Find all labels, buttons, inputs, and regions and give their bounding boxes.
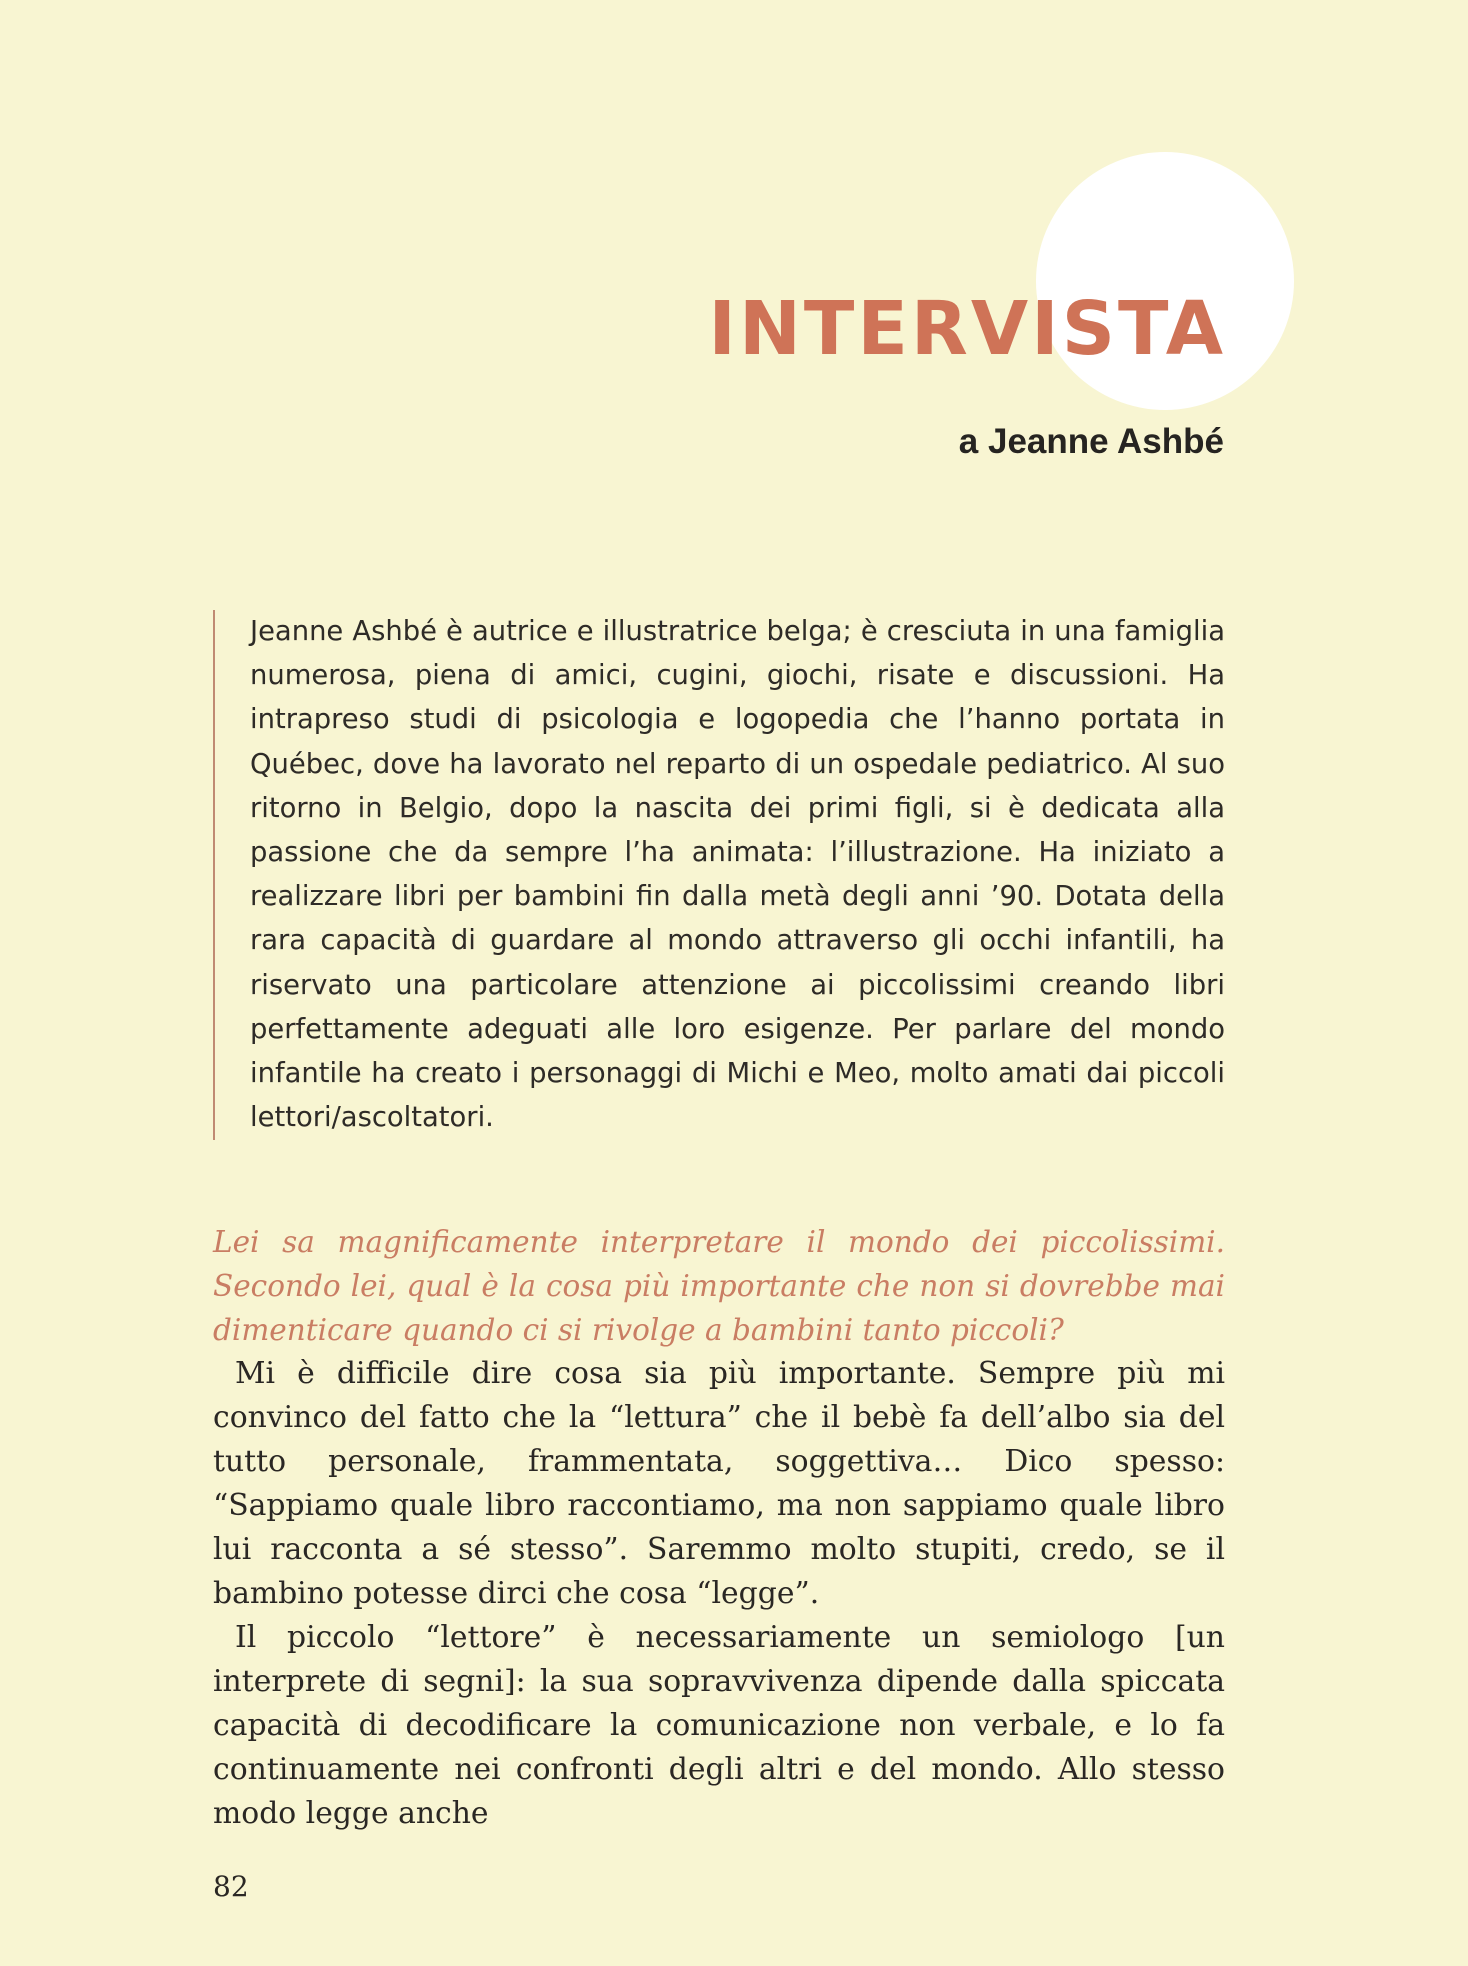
author-bio-text: Jeanne Ashbé è autrice e illustratrice belga; è cresciuta in una famiglia numerosa, piena di amici, cugini, giochi, risate e discussioni. Ha intrapreso studi di psicologia e logopedia che l’hanno portata in Québec, dove ha lavorato nel reparto di un ospedale pediatrico. Al suo ritorno in Belgio, dopo la nascita dei primi figli, si è dedicata alla passione che da sempre l’ha animata: l’illustrazione. Ha iniziato a realizzare libri per bambini fin dalla metà degli anni ’90. Dotata della rara capacità di guardare al mondo attraverso gli occhi infantili, ha riservato una particolare attenzione ai piccolissimi creando libri perfettamente adeguati alle loro esigenze. Per parlare del mondo infantile ha creato i personaggi di Michi e Meo, molto amati dai piccoli lettori/ascoltatori. [250,616,1225,1134]
page-number: 82 [213,1870,249,1903]
interview-question: Lei sa magnificamente interpretare il mondo dei piccolissimi. Secondo lei, qual è la cosa più importante che non si dovrebbe mai dimenticare quando ci si rivolge a bambini tanto piccoli? [213,1225,1225,1347]
interview-answer-paragraph: Mi è difficile dire cosa sia più importante. Sempre più mi convinco del fatto che la “lettura” che il bebè fa dell’albo sia del tutto personale, frammentata, soggettiva… Dico spesso: “Sappiamo quale libro raccontiamo, ma non sappiamo quale libro lui racconta a sé stesso”. Saremmo molto stupiti, credo, se il bambino potesse dirci che cosa “legge”. [213,1356,1225,1611]
page-subtitle: a Jeanne Ashbé [958,422,1224,461]
page-title: INTERVISTA [708,286,1226,372]
author-bio [213,610,1225,1140]
interview-answer-paragraph: Il piccolo “lettore” è necessariamente un semiologo [un interprete di segni]: la sua sopravvivenza dipende dalla spiccata capacità di decodificare la comunicazione non verbale, e lo fa continuamente nei confronti degli altri e del mondo. Allo stesso modo legge anche [213,1620,1225,1831]
